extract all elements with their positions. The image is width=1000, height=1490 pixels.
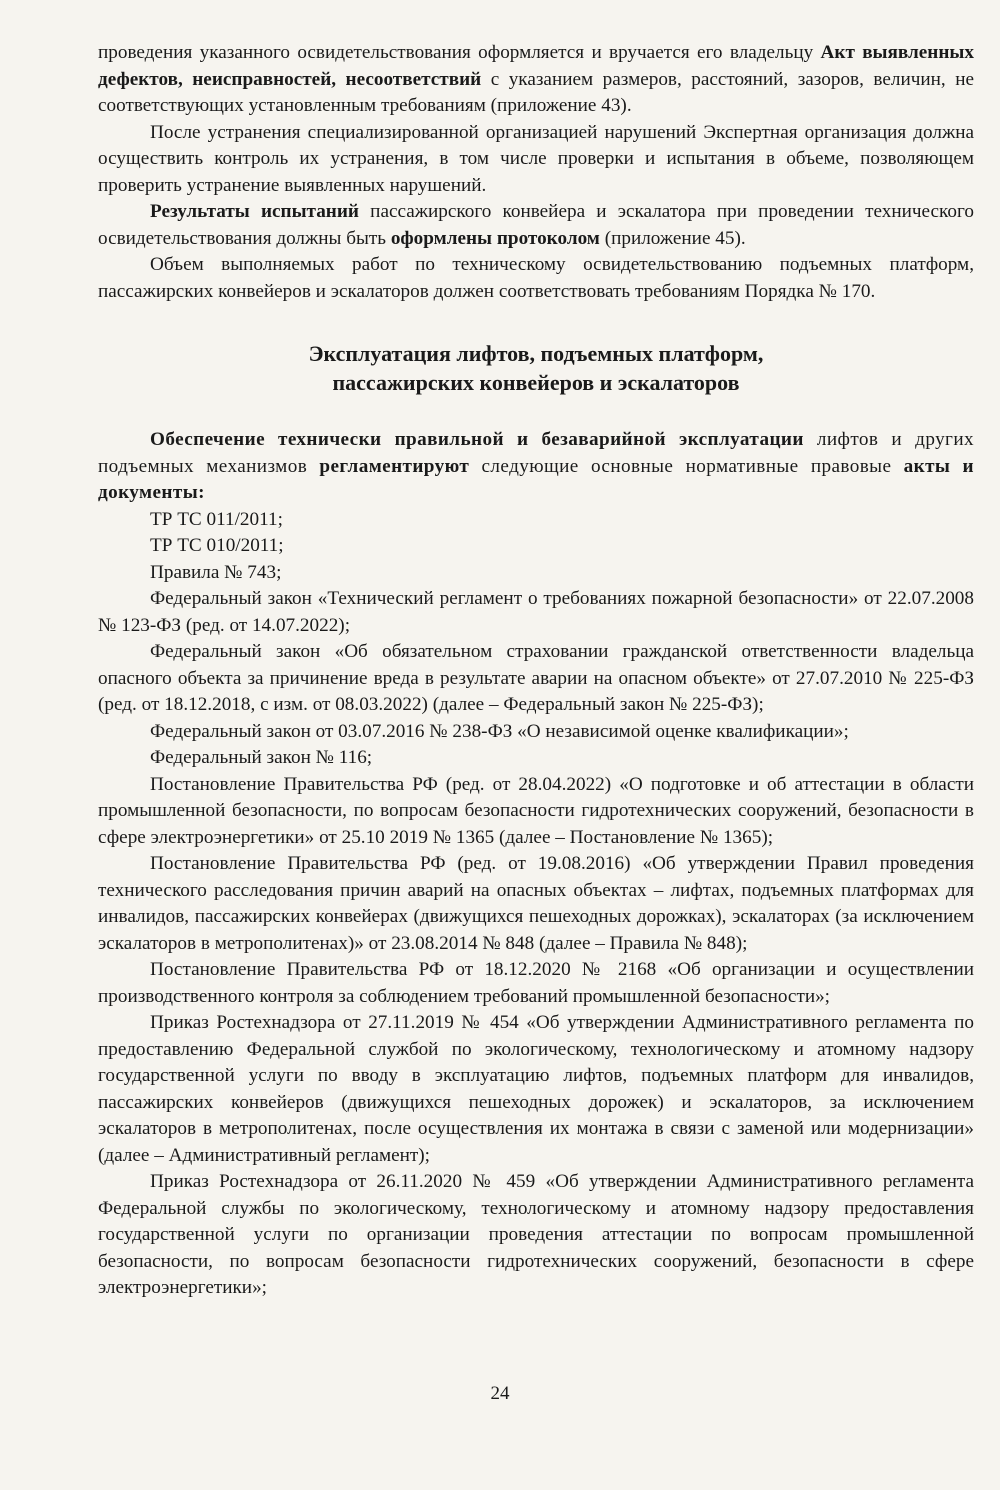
list-item: Постановление Правительства РФ от 18.12.2020 № 2168 «Об организации и осуществлении производственного контроля за соблюдением требований промышленной безопасности»; — [98, 959, 974, 1007]
bold-phrase: оформлены протоколом — [390, 227, 600, 249]
paragraph-text: проведения указанного освидетельствования оформляется и вручается его владельцу — [98, 42, 821, 63]
paragraph-scope: Объем выполняемых работ по техническому освидетельствованию подъемных платформ, пассажирских конвейеров и эскалаторов должен соответствовать требованиям Порядка № 170. — [98, 254, 974, 302]
list-item: Правила № 743; — [150, 561, 282, 583]
heading-line-1: Эксплуатация лифтов, подъемных платформ, — [308, 341, 764, 366]
list-item: ТР ТС 011/2011; — [150, 508, 283, 530]
bold-phrase: регламентируют — [319, 455, 470, 477]
list-item: Федеральный закон от 03.07.2016 № 238-ФЗ «О независимой оценке квалификации»; — [150, 720, 849, 742]
list-item: Приказ Ростехнадзора от 26.11.2020 № 459 «Об утверждении Административного регламента Федеральной службы по экологическому, технологическому и атомному надзору предоставления государственной услуги по организации проведения аттестации по вопросам промышленной безопасности, по вопросам безопасности гидротехнических сооружений, безопасности в сфере электроэнергетики»; — [98, 1171, 974, 1298]
page-number: 24 — [490, 1383, 510, 1404]
bold-phrase: Акт выявленных дефектов, неисправностей, несоответствий — [98, 42, 974, 90]
list-item: ТР ТС 010/2011; — [150, 535, 284, 556]
list-item: Приказ Ростехнадзора от 27.11.2019 № 454 «Об утверждении Административного регламента по предоставлению Федеральной службой по экологическому, технологическому и атомному надзору государственной услуги по вводу в эксплуатацию лифтов, подъемных платформ для инвалидов, пассажирских конвейеров (движущихся пешеходных дорожек) и эскалаторов, за исключением эскалаторов в метрополитенах, после осуществления их монтажа в связи с заменой или модернизации» (далее – Административный регламент); — [98, 1012, 974, 1166]
paragraph-results — [98, 199, 974, 252]
paragraph-lead — [98, 427, 974, 507]
paragraph-text: лифтов и других подъемных механизмов — [98, 429, 974, 477]
list-item: Федеральный закон № 116; — [150, 747, 373, 768]
bold-phrase: Результаты испытаний — [150, 201, 359, 222]
list-item: Федеральный закон «Технический регламент о требованиях пожарной безопасности» от 22.07.2008 № 123-ФЗ (ред. от 14.07.2022); — [98, 588, 974, 636]
heading-line-2: пассажирских конвейеров и эскалаторов — [332, 370, 740, 395]
paragraph-text: с указанием размеров, расстояний, зазоров, величин, не соответствующих установленным требованиям (приложение 43). — [98, 68, 974, 116]
paragraph-text: пассажирского конвейера и эскалатора при проведении технического освидетельствования должны быть — [98, 201, 974, 249]
paragraph-text: (приложение 45). — [599, 227, 746, 249]
documents-list — [98, 507, 974, 1302]
paragraph-control: После устранения специализированной организацией нарушений Экспертная организация должна осуществить контроль их устранения, в том числе проверки и испытания в объеме, позволяющем проверить устранение выявленных нарушений. — [98, 121, 974, 196]
list-item: Постановление Правительства РФ (ред. от 28.04.2022) «О подготовке и об аттестации в области промышленной безопасности, по вопросам безопасности гидротехнических сооружений, безопасности в сфере электроэнергетики» от 25.10 2019 № 1365 (далее – Постановление № 1365); — [98, 773, 974, 848]
bold-phrase: Обеспечение технически правильной и безаварийной эксплуатации — [150, 429, 804, 450]
bold-phrase: акты и документы: — [98, 455, 974, 503]
paragraph-act — [98, 40, 974, 120]
paragraph-text: следующие основные нормативные правовые — [469, 455, 904, 477]
list-item: Федеральный закон «Об обязательном страховании гражданской ответственности владельца опасного объекта за причинение вреда в результате аварии на опасном объекте» от 27.07.2010 № 225-ФЗ (ред. от 18.12.2018, с изм. от 08.03.2022) (далее – Федеральный закон № 225-ФЗ); — [98, 641, 974, 715]
section-heading — [98, 339, 974, 397]
list-item: Постановление Правительства РФ (ред. от 19.08.2016) «Об утверждении Правил проведения технического расследования причин аварий на опасных объектах – лифтах, подъемных платформах для инвалидов, пассажирских конвейерах (движущихся пешеходных дорожках), эскалаторах (за исключением эскалаторов в метрополитенах)» от 23.08.2014 № 848 (далее – Правила № 848); — [98, 853, 974, 954]
